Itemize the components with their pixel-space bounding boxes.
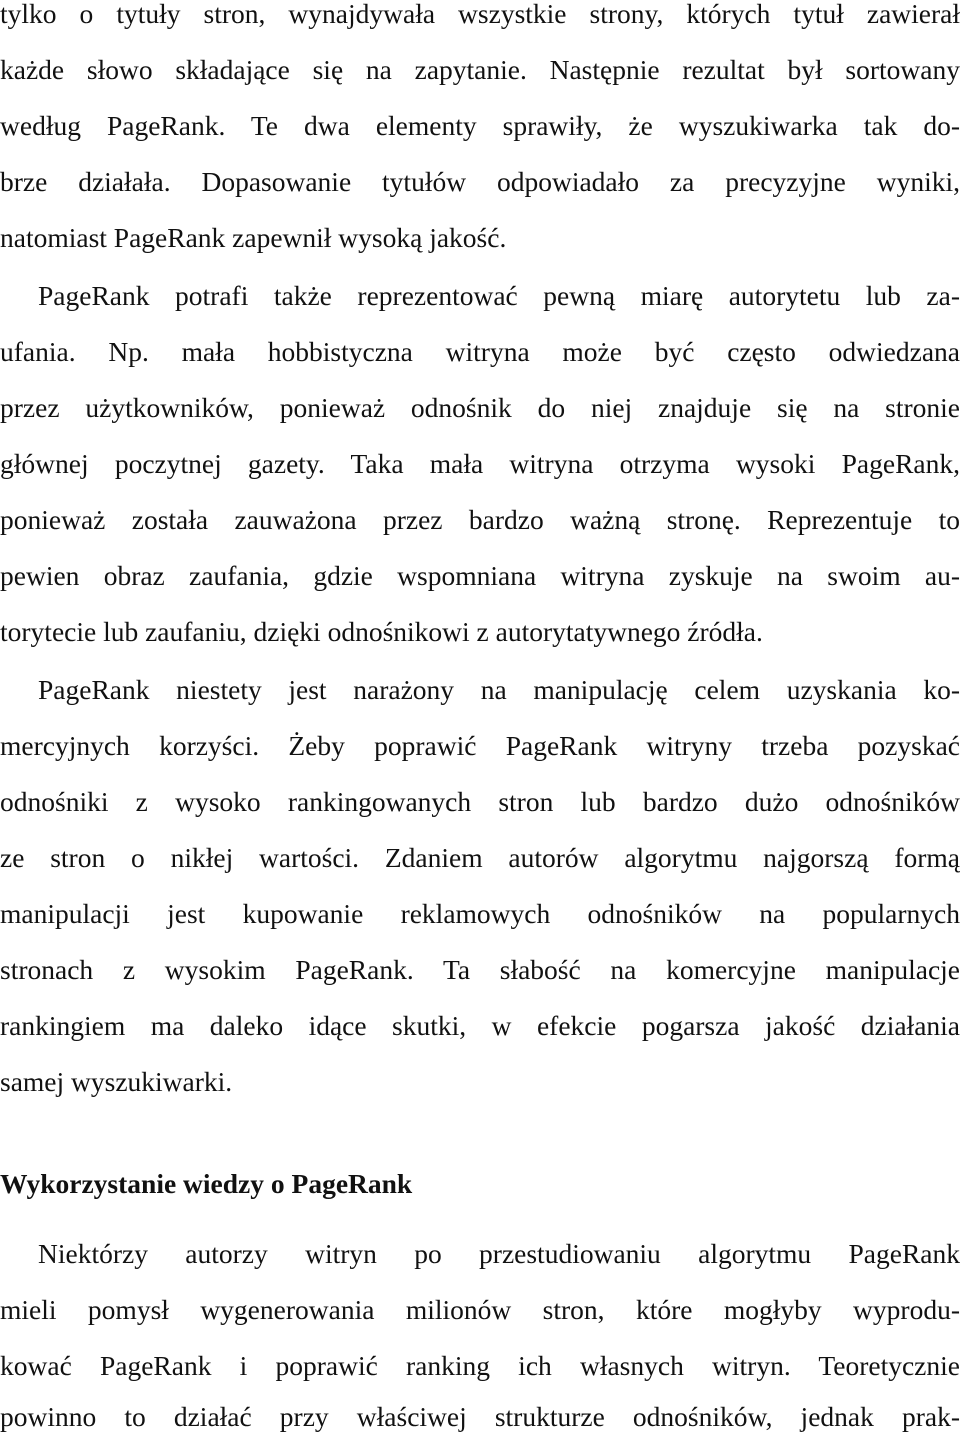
text-line: PageRank niestety jest narażony na manipulację celem uzyskania ko- [38, 674, 960, 705]
text-line: przez użytkowników, ponieważ odnośnik do niej znajduje się na stronie [0, 392, 960, 423]
text-line: mieli pomysł wygenerowania milionów stron, które mogłyby wyprodu- [0, 1294, 960, 1325]
text-line: kować PageRank i poprawić ranking ich własnych witryn. Teoretycznie [0, 1350, 960, 1381]
text-line: samej wyszukiwarki. [0, 1066, 233, 1097]
text-line: każde słowo składające się na zapytanie. Następnie rezultat był sortowany [0, 54, 960, 85]
text-line: według PageRank. Te dwa elementy sprawiły, że wyszukiwarka tak do- [0, 110, 960, 141]
text-line: ponieważ została zauważona przez bardzo ważną stronę. Reprezentuje to [0, 504, 960, 535]
text-line: mercyjnych korzyści. Żeby poprawić PageRank witryny trzeba pozyskać [0, 730, 960, 761]
text-line: torytecie lub zaufaniu, dzięki odnośnikowi z autorytatywnego źródła. [0, 616, 763, 647]
text-line: pewien obraz zaufania, gdzie wspomniana witryna zyskuje na swoim au- [0, 560, 960, 591]
text-line: manipulacji jest kupowanie reklamowych odnośników na popularnych [0, 898, 960, 929]
text-line: rankingiem ma daleko idące skutki, w efekcie pogarsza jakość działania [0, 1010, 960, 1041]
text-line: ufania. Np. mała hobbistyczna witryna może być często odwiedzana [0, 336, 960, 367]
text-line: PageRank potrafi także reprezentować pewną miarę autorytetu lub za- [38, 280, 960, 311]
text-line: brze działała. Dopasowanie tytułów odpowiadało za precyzyjne wyniki, [0, 166, 960, 197]
text-line: stronach z wysokim PageRank. Ta słabość na komercyjne manipulacje [0, 954, 960, 985]
text-line: ze stron o nikłej wartości. Zdaniem autorów algorytmu najgorszą formą [0, 842, 960, 873]
text-line: tylko o tytuły stron, wynajdywała wszystkie strony, których tytuł zawierał [0, 0, 960, 29]
section-heading: Wykorzystanie wiedzy o PageRank [0, 1168, 413, 1199]
text-line: Niektórzy autorzy witryn po przestudiowaniu algorytmu PageRank [38, 1238, 960, 1269]
text-line: głównej poczytnej gazety. Taka mała witryna otrzyma wysoki PageRank, [0, 448, 960, 479]
text-line: powinno to działać przy właściwej strukturze odnośników, jednak prak- [0, 1401, 960, 1432]
text-line: natomiast PageRank zapewnił wysoką jakość. [0, 222, 507, 253]
text-line: odnośniki z wysoko rankingowanych stron lub bardzo dużo odnośników [0, 786, 960, 817]
